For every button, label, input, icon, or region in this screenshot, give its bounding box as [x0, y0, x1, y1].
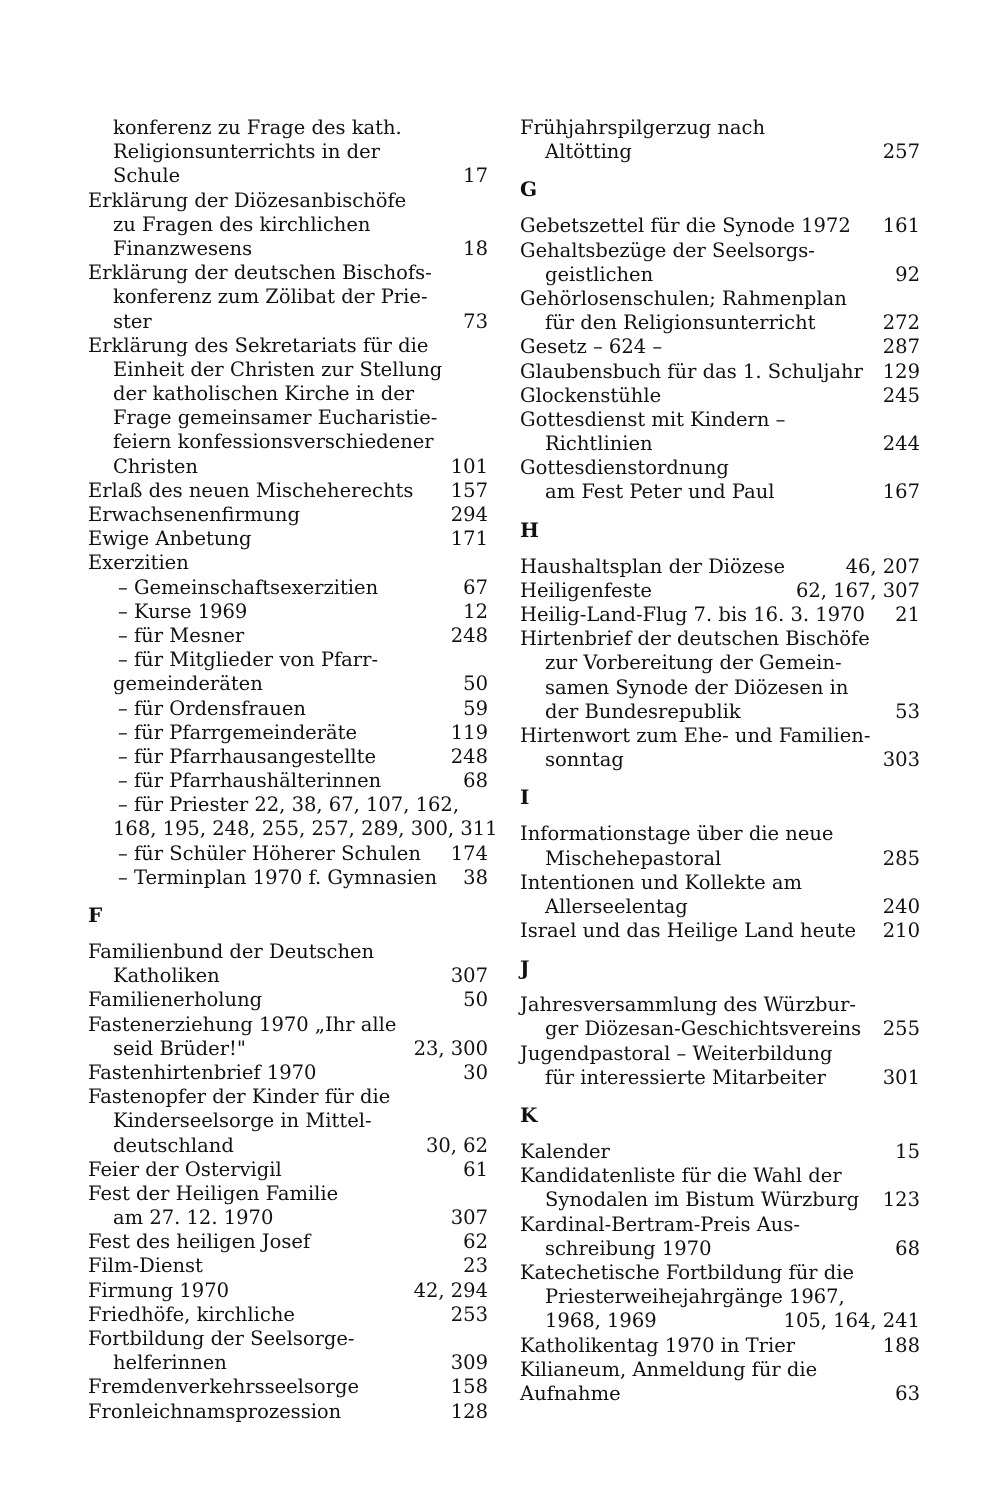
entry-page-numbers: 309 [450, 1351, 488, 1375]
entry-page-numbers: 248 [450, 623, 488, 647]
entry-text: Katholiken [113, 964, 220, 988]
entry-page-numbers: 157 [450, 478, 488, 502]
entry-text: Informationstage über die neue [520, 822, 834, 846]
index-entry-line [520, 627, 920, 651]
entry-page-numbers: 92 [895, 262, 920, 286]
entry-text: Exerzitien [88, 551, 189, 575]
entry-text: Altötting [545, 140, 632, 164]
entry-page-numbers: 255 [882, 1017, 920, 1041]
entry-text: Fastenopfer der Kinder für die [88, 1085, 391, 1109]
index-entry-line [520, 1334, 920, 1358]
index-entry-line [520, 432, 920, 456]
entry-page-numbers: 61 [463, 1157, 488, 1181]
entry-text: Synodalen im Bistum Würzburg [545, 1188, 860, 1212]
entry-page-numbers: 174 [450, 841, 488, 865]
entry-text: Glaubensbuch für das 1. Schuljahr [520, 359, 863, 383]
entry-text: Kilianeum, Anmeldung für die [520, 1357, 818, 1381]
entry-text: Frühjahrspilgerzug nach [520, 116, 766, 139]
index-entry-line [88, 866, 488, 890]
index-entry-line [88, 285, 488, 309]
entry-text: Haushaltsplan der Diözese [520, 554, 786, 578]
index-entry-line [88, 503, 488, 527]
entry-page-numbers: 46, 207 [845, 554, 920, 578]
section-gap [520, 943, 920, 953]
entry-page-numbers: 50 [463, 672, 488, 696]
entry-text: Fastenhirtenbrief 1970 [88, 1060, 317, 1084]
entry-text: am Fest Peter und Paul [545, 480, 775, 504]
entry-text: geistlichen [545, 262, 654, 286]
entry-page-numbers: 294 [450, 503, 488, 526]
section-letter-heading: F [88, 903, 103, 927]
entry-text: konferenz zu Frage des kath. [113, 116, 402, 139]
index-entry-line [88, 527, 488, 551]
entry-page-numbers: 18 [463, 236, 488, 260]
index-entry-line [88, 1254, 488, 1278]
entry-text: Friedhöfe, kirchliche [88, 1302, 295, 1326]
entry-text: Fest des heiligen Josef [88, 1230, 311, 1254]
index-entry-line [88, 769, 488, 793]
entry-text: Gottesdienst mit Kindern – [520, 407, 786, 431]
index-entry-line [520, 1382, 920, 1406]
entry-page-numbers: 12 [463, 599, 488, 623]
index-entry-line [88, 624, 488, 648]
entry-page-numbers: 245 [882, 383, 920, 407]
entry-text: ster [113, 309, 152, 333]
entry-text: – für Schüler Höherer Schulen [118, 841, 421, 865]
entry-text: – Terminplan 1970 f. Gymnasien [118, 865, 438, 889]
entry-page-numbers: 17 [463, 164, 488, 188]
entry-page-numbers: 301 [882, 1065, 920, 1089]
entry-page-numbers: 161 [882, 214, 920, 238]
entry-text: – für Mesner [118, 623, 245, 647]
entry-text: Fronleichnamsprozession [88, 1399, 342, 1423]
section-gap [88, 890, 488, 900]
entry-text: Allerseelentag [545, 894, 688, 918]
entry-text: Priesterweihejahrgänge 1967, [545, 1285, 845, 1309]
entry-text: Fest der Heiligen Familie [88, 1181, 339, 1205]
entry-page-numbers: 63 [895, 1381, 920, 1405]
index-entry-line [520, 993, 920, 1017]
index-entry-line [88, 455, 488, 479]
index-entry-line [88, 1061, 488, 1085]
index-entry-line [88, 1109, 488, 1133]
index-entry-line [520, 408, 920, 432]
entry-page-numbers: 129 [882, 359, 920, 383]
entry-text: – für Priester 22, 38, 67, 107, 162, [118, 793, 460, 817]
index-entry-line [88, 721, 488, 745]
entry-page-numbers: 248 [450, 744, 488, 768]
entry-text: Erklärung der Diözesanbischöfe [88, 188, 407, 212]
index-entry-line [520, 676, 920, 700]
index-entry-line [520, 1358, 920, 1382]
index-entry-line [520, 1261, 920, 1285]
entry-text: Gesetz – 624 – [520, 335, 663, 359]
index-entry-line [520, 748, 920, 772]
index-entry-line [520, 1237, 920, 1261]
entry-text: Fremdenverkehrsseelsorge [88, 1375, 360, 1399]
entry-page-numbers: 105, 164, 241 [783, 1309, 920, 1333]
entry-text: Feier der Ostervigil [88, 1157, 282, 1181]
index-entry-line [88, 189, 488, 213]
section-gap [520, 1090, 920, 1100]
index-entry-line [88, 964, 488, 988]
index-entry-line [520, 871, 920, 895]
entry-text: Firmung 1970 [88, 1278, 230, 1302]
entry-text: zu Fragen des kirchlichen [113, 212, 371, 236]
entry-page-numbers: 171 [450, 527, 488, 551]
section-gap [520, 983, 920, 993]
index-entry-line [520, 919, 920, 943]
entry-text: deutschland [113, 1133, 234, 1157]
index-entry-line [88, 310, 488, 334]
entry-text: Aufnahme [520, 1381, 621, 1405]
index-entry-line [88, 940, 488, 964]
index-entry-line [88, 1303, 488, 1327]
entry-text: der Bundesrepublik [545, 699, 741, 723]
entry-text: Christen [113, 454, 198, 478]
index-entry-line [88, 1037, 488, 1061]
entry-text: Ewige Anbetung [88, 527, 252, 551]
entry-text: Glockenstühle [520, 383, 662, 407]
section-letter-heading: J [520, 956, 530, 981]
section-gap [520, 812, 920, 822]
index-entry-line [88, 745, 488, 769]
index-entry-line [520, 1309, 920, 1333]
entry-page-numbers: 38 [463, 865, 488, 889]
entry-text: schreibung 1970 [545, 1236, 712, 1260]
entry-text: sonntag [545, 748, 624, 772]
entry-text: zur Vorbereitung der Gemein- [545, 651, 842, 675]
entry-page-numbers: 68 [463, 769, 488, 793]
entry-page-numbers: 158 [450, 1375, 488, 1399]
index-entry-line [88, 479, 488, 503]
index-entry-line [88, 1206, 488, 1230]
index-entry-line [88, 1230, 488, 1254]
index-entry-line [520, 700, 920, 724]
entry-page-numbers: 119 [450, 720, 488, 744]
entry-page-numbers: 303 [882, 748, 920, 772]
entry-text: konferenz zum Zölibat der Prie- [113, 285, 428, 309]
entry-text: – für Pfarrhaushälterinnen [118, 769, 382, 793]
entry-text: Jugendpastoral – Weiterbildung [520, 1041, 833, 1065]
entry-text: gemeinderäten [113, 672, 263, 696]
index-entry-line [88, 334, 488, 358]
entry-text: samen Synode der Diözesen in [545, 675, 849, 699]
entry-text: Kardinal-Bertram-Preis Aus- [520, 1212, 800, 1236]
index-entry-line [520, 1213, 920, 1237]
entry-text: Jahresversammlung des Würzbur- [520, 993, 856, 1017]
index-entry-line [88, 237, 488, 261]
entry-page-numbers: 253 [450, 1302, 488, 1326]
entry-text: Film-Dienst [88, 1254, 203, 1278]
entry-text: Hirtenbrief der deutschen Bischöfe [520, 627, 870, 651]
index-entry-line [520, 895, 920, 919]
index-entry-line [520, 263, 920, 287]
index-entry-line [88, 1351, 488, 1375]
entry-page-numbers: 73 [463, 309, 488, 333]
entry-text: Kandidatenliste für die Wahl der [520, 1164, 842, 1188]
entry-text: Familienbund der Deutschen [88, 940, 375, 963]
entry-text: – für Pfarrhausangestellte [118, 744, 377, 768]
index-entry-line [520, 603, 920, 627]
index-entry-line [88, 988, 488, 1012]
index-entry-line [88, 1134, 488, 1158]
index-entry-line [520, 116, 920, 140]
index-entry-line [88, 1182, 488, 1206]
entry-page-numbers: 167 [882, 480, 920, 504]
index-entry-line [520, 822, 920, 846]
index-entry-line [520, 360, 920, 384]
entry-text: Erklärung der deutschen Bischofs- [88, 261, 432, 285]
entry-text: Finanzwesens [113, 236, 253, 260]
index-entry-line [520, 456, 920, 480]
section-gap [88, 930, 488, 940]
entry-text: Katechetische Fortbildung für die [520, 1260, 855, 1284]
entry-text: Gehaltsbezüge der Seelsorgs- [520, 238, 815, 262]
entry-page-numbers: 244 [882, 432, 920, 456]
entry-text: Richtlinien [545, 432, 653, 456]
entry-text: für interessierte Mitarbeiter [545, 1065, 826, 1089]
index-entry-line [520, 287, 920, 311]
entry-text: für den Religionsunterricht [545, 311, 816, 335]
entry-page-numbers: 59 [463, 696, 488, 720]
entry-text: – für Ordensfrauen [118, 696, 306, 720]
index-entry-line [88, 600, 488, 624]
index-entry-line [520, 1188, 920, 1212]
index-entry-line [88, 1279, 488, 1303]
index-column-left [88, 116, 498, 1424]
section-letter-heading: H [520, 517, 539, 542]
entry-page-numbers: 15 [895, 1140, 920, 1163]
entry-page-numbers: 307 [450, 964, 488, 988]
index-column-right [520, 116, 920, 1406]
index-entry-line [88, 648, 488, 672]
index-entry-line [88, 1085, 488, 1109]
entry-page-numbers: 240 [882, 894, 920, 918]
index-entry-line [520, 1017, 920, 1041]
entry-page-numbers: 123 [882, 1188, 920, 1212]
entry-page-numbers: 257 [882, 140, 920, 164]
index-entry-line [520, 311, 920, 335]
entry-page-numbers: 307 [450, 1206, 488, 1230]
section-letter-heading: G [520, 177, 538, 202]
index-entry-line [88, 672, 488, 696]
index-entry-line [88, 116, 488, 140]
section-gap [520, 505, 920, 515]
entry-text: – Gemeinschaftsexerzitien [118, 575, 379, 599]
entry-page-numbers: 210 [882, 919, 920, 943]
index-entry-line [520, 1164, 920, 1188]
entry-page-numbers: 53 [895, 699, 920, 723]
entry-page-numbers: 68 [895, 1236, 920, 1260]
index-entry-line [88, 430, 488, 454]
index-entry-line [88, 164, 488, 188]
entry-text: feiern konfessionsverschiedener [113, 430, 434, 454]
entry-page-numbers: 67 [463, 575, 488, 599]
entry-page-numbers: 188 [882, 1333, 920, 1357]
entry-page-numbers: 285 [882, 846, 920, 870]
entry-page-numbers: 23 [463, 1254, 488, 1278]
index-entry-line [520, 214, 920, 238]
entry-page-numbers: 272 [882, 311, 920, 335]
section-letter-heading: I [520, 785, 530, 810]
entry-text: – Kurse 1969 [118, 599, 248, 623]
index-entry-line [520, 1140, 920, 1164]
index-entry-line [520, 239, 920, 263]
entry-text: Fortbildung der Seelsorge- [88, 1327, 355, 1350]
section-gap [520, 204, 920, 214]
section-gap [520, 772, 920, 782]
index-entry-line [88, 793, 488, 817]
index-entry-line [520, 384, 920, 408]
entry-text: helferinnen [113, 1351, 227, 1375]
index-entry-line [88, 1158, 488, 1182]
entry-text: der katholischen Kirche in der [113, 382, 415, 406]
entry-text: seid Brüder!" [113, 1036, 246, 1060]
entry-page-numbers: 30, 62 [425, 1133, 488, 1157]
index-entry-line [88, 1013, 488, 1037]
section-letter-heading: K [520, 1103, 538, 1127]
entry-page-numbers: 30 [463, 1060, 488, 1084]
entry-text: Frage gemeinsamer Eucharistie- [113, 406, 438, 430]
index-entry-line [520, 651, 920, 675]
entry-text: Erlaß des neuen Mischeherechts [88, 478, 414, 502]
index-entry-line [88, 576, 488, 600]
index-entry-line [520, 140, 920, 164]
entry-text: – für Pfarrgemeinderäte [118, 720, 358, 744]
entry-text: Kinderseelsorge in Mittel- [113, 1109, 372, 1133]
entry-text: Erwachsenenfirmung [88, 503, 300, 526]
section-gap [520, 545, 920, 555]
entry-text: Erklärung des Sekretariats für die [88, 333, 429, 357]
index-entry-line [88, 697, 488, 721]
entry-text: Gehörlosenschulen; Rahmenplan [520, 286, 847, 310]
index-entry-line [88, 140, 488, 164]
index-entry-line [88, 551, 488, 575]
entry-text: Intentionen und Kollekte am [520, 870, 802, 894]
index-entry-line [520, 555, 920, 579]
entry-text: Gebetszettel für die Synode 1972 [520, 214, 851, 238]
index-entry-line [520, 579, 920, 603]
entry-text: Einheit der Christen zur Stellung [113, 357, 443, 381]
entry-page-numbers: 21 [895, 603, 920, 626]
index-entry-line [88, 261, 488, 285]
entry-text: 168, 195, 248, 255, 257, 289, 300, 311 [113, 817, 498, 841]
index-entry-line [520, 480, 920, 504]
index-entry-line [88, 1327, 488, 1351]
entry-text: Familienerholung [88, 988, 263, 1012]
entry-page-numbers: 62 [463, 1230, 488, 1254]
entry-text: Fastenerziehung 1970 „Ihr alle [88, 1012, 397, 1036]
entry-text: 1968, 1969 [545, 1309, 657, 1333]
index-entry-line [520, 724, 920, 748]
entry-text: Heiligenfeste [520, 578, 652, 602]
index-entry-line [88, 1375, 488, 1399]
entry-text: Kalender [520, 1140, 610, 1163]
entry-page-numbers: 23, 300 [413, 1036, 488, 1060]
entry-page-numbers: 42, 294 [413, 1278, 488, 1302]
entry-text: – für Mitglieder von Pfarr- [118, 648, 379, 672]
entry-page-numbers: 62, 167, 307 [795, 578, 920, 602]
index-entry-line [88, 213, 488, 237]
entry-text: Gottesdienstordnung [520, 456, 729, 480]
entry-page-numbers: 287 [882, 335, 920, 359]
entry-text: Religionsunterrichts in der [113, 140, 380, 164]
entry-text: am 27. 12. 1970 [113, 1206, 274, 1230]
entry-text: Mischehepastoral [545, 846, 722, 870]
section-gap [520, 1130, 920, 1140]
entry-page-numbers: 128 [450, 1399, 488, 1423]
index-entry-line [520, 847, 920, 871]
index-entry-line [88, 1400, 488, 1424]
entry-text: ger Diözesan-Geschichtsvereins [545, 1017, 862, 1041]
entry-page-numbers: 101 [450, 454, 488, 478]
index-entry-line [88, 817, 498, 841]
index-entry-line [88, 358, 488, 382]
section-gap [520, 164, 920, 174]
index-entry-line [520, 1285, 920, 1309]
entry-text: Israel und das Heilige Land heute [520, 919, 857, 943]
index-entry-line [520, 1042, 920, 1066]
entry-text: Heilig-Land-Flug 7. bis 16. 3. 1970 [520, 603, 865, 626]
index-entry-line [88, 406, 488, 430]
entry-text: Katholikentag 1970 in Trier [520, 1333, 796, 1357]
index-entry-line [520, 1066, 920, 1090]
entry-text: Schule [113, 164, 181, 188]
index-entry-line [520, 335, 920, 359]
entry-text: Hirtenwort zum Ehe- und Familien- [520, 723, 871, 747]
index-entry-line [88, 382, 488, 406]
index-entry-line [88, 842, 488, 866]
entry-page-numbers: 50 [463, 988, 488, 1012]
